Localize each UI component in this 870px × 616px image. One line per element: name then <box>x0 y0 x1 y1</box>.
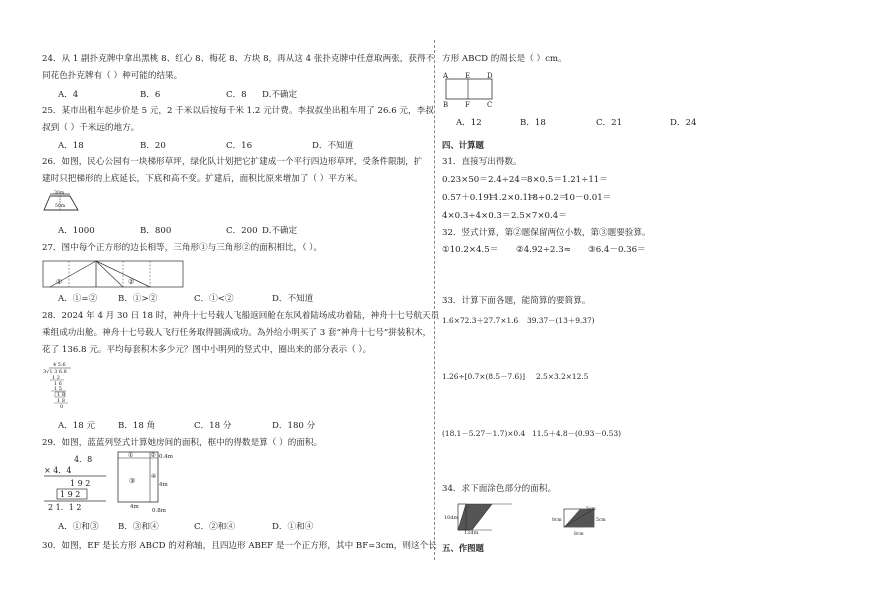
room-label-bottom-right: 0.8m <box>152 508 166 514</box>
division-step-1: 1 2 <box>52 375 60 381</box>
shaded-fig2-top-label: 5cm <box>586 507 596 512</box>
q29-option-b[interactable]: B．③和④ <box>118 522 159 532</box>
shaded-fig2-left-label: 8cm <box>552 518 562 523</box>
division-step-4: 1 8 <box>57 392 65 398</box>
section-4-heading: 四、计算题 <box>442 140 484 150</box>
rectangle-abcd-figure <box>442 70 498 112</box>
q25-option-c[interactable]: C．16 <box>226 141 253 151</box>
q28-option-d[interactable]: D．180 分 <box>272 421 316 431</box>
q26-option-d[interactable]: D.不确定 <box>262 226 298 236</box>
q30-option-a[interactable]: A．12 <box>456 118 482 128</box>
shaded-fig1-bottom-label: 12dm <box>464 530 479 536</box>
q31-r2c4: 10－0.01＝ <box>564 193 612 203</box>
room-label-top-right: 0.4m <box>159 454 173 460</box>
shaded-fig2-bottom-label: 8cm <box>574 532 584 537</box>
q24-option-a[interactable]: A．4 <box>58 90 79 100</box>
q29-option-c[interactable]: C．②和④ <box>194 522 235 532</box>
q24-option-d[interactable]: D.不确定 <box>262 90 298 100</box>
q30-option-b[interactable]: B．18 <box>520 118 546 128</box>
point-d-label: D <box>487 72 493 80</box>
q27-option-a[interactable]: A．①=② <box>58 294 98 304</box>
q24-option-b[interactable]: B．6 <box>140 90 161 100</box>
room-cell-2: ② <box>150 452 156 459</box>
q27-line1: 27．图中每个正方形的边长相等，三角形①与三角形②的面积相比，（ ）。 <box>42 243 323 253</box>
q33-r1c2: 39.37－(13＋9.37) <box>527 316 595 325</box>
q33-r2c1: 1.26÷[0.7×(8.5－7.6)] <box>442 372 526 381</box>
division-dividend: 3√1 3 6.8 <box>43 369 67 375</box>
q30-line1: 30．如图，EF 是长方形 ABCD 的对称轴，且四边形 ABEF 是一个正方形，其中 BF=3cm，则这个长 <box>42 541 437 551</box>
q31-r1c3: 8×0.5＝ <box>527 175 562 185</box>
q24-line2: 同花色扑克牌有（ ）种可能的结果。 <box>42 71 183 81</box>
q25-line2: 叔到（ ）千米远的地方。 <box>42 123 140 133</box>
q26-line1: 26．如图，民心公园有一块梯形草坪，绿化队计划把它扩建成一个平行四边形草坪，受条件限制，扩 <box>42 157 423 167</box>
shaded-fig1-side-label: 10dm <box>444 515 459 521</box>
q27-option-b[interactable]: B．①>② <box>118 294 158 304</box>
q33-r1c1: 1.6×72.3＋27.7×1.6 <box>442 316 519 325</box>
mult-partial-2: 1 9 2 <box>60 490 81 499</box>
q30-line2: 方形 ABCD 的周长是（ ）cm。 <box>442 54 567 64</box>
point-b-label: B <box>443 101 449 109</box>
q31-r1c2: 2.4÷24＝ <box>488 175 529 185</box>
q31-r3c1: 4×0.3÷4×0.3＝ <box>442 211 511 221</box>
q30-option-d[interactable]: D．24 <box>670 118 697 128</box>
q29-option-a[interactable]: A．①和③ <box>58 522 99 532</box>
q26-option-c[interactable]: C．200 <box>226 226 258 236</box>
shaded-figure-1 <box>444 500 516 534</box>
q27-option-c[interactable]: C．①<② <box>194 294 234 304</box>
q26-option-b[interactable]: B．800 <box>140 226 172 236</box>
mult-factor: × 4．4 <box>44 466 72 475</box>
division-step-2: 1 6 <box>54 381 62 387</box>
room-label-bottom: 4m <box>130 504 139 510</box>
q25-option-d[interactable]: D．不知道 <box>312 141 354 151</box>
q27-option-d[interactable]: D．不知道 <box>272 294 314 304</box>
q28-line1: 28．2024 年 4 月 30 日 18 时，神舟十七号载人飞船返回舱在东风着陆场成功着陆，神舟十七号航天员 <box>42 311 440 321</box>
q31-r3c2: 2.5×7×0.4＝ <box>511 211 567 221</box>
point-e-label: E <box>465 72 471 80</box>
q31-r2c1: 0.57＋0.19＝ <box>442 193 498 203</box>
room-cell-3: ③ <box>129 477 136 485</box>
trapezoid-figure <box>42 190 82 216</box>
q31-r1c1: 0.23×50＝ <box>442 175 488 185</box>
q28-option-a[interactable]: A．18 元 <box>58 421 96 431</box>
trapezoid-top-label: 30m <box>54 191 65 196</box>
q33-r2c2: 2.5×3.2×12.5 <box>536 372 589 381</box>
shaded-figure-2 <box>550 505 612 537</box>
shaded-fig2-right-label: 5cm <box>596 518 606 523</box>
mult-partial-1: 1 9 2 <box>70 479 91 488</box>
section-5-heading: 五、作图题 <box>442 543 484 553</box>
division-step-5: 1 8 <box>57 398 65 404</box>
room-cell-4: ④ <box>151 473 157 480</box>
q28-line3: 花了 136.8 元。平均每套积木多少元？图中小明列的竖式中，圈出来的部分表示（ ）。 <box>42 345 372 355</box>
q32-item-3: ③6.4－0.36＝ <box>588 245 646 255</box>
column-divider <box>434 40 435 560</box>
point-a-label: A <box>443 72 449 80</box>
division-step-3: 1 5 <box>54 386 62 392</box>
q26-line2: 建时只把梯形的上底延长，下底和高不变。扩建后，面积比原来增加了（ ）平方米。 <box>42 174 363 184</box>
point-c-label: C <box>487 101 493 109</box>
q33-r3c1: (18.1－5.27－1.7)×0.4 <box>442 429 526 438</box>
room-label-right: 4m <box>159 482 168 488</box>
q28-option-b[interactable]: B．18 角 <box>118 421 156 431</box>
room-cell-1: ① <box>128 452 134 459</box>
division-quotient: 4 5.6 <box>53 362 66 368</box>
q33-r3c2: 11.5＋4.8－(0.93－0.53) <box>532 429 622 438</box>
q25-option-a[interactable]: A．18 <box>58 141 84 151</box>
trapezoid-bottom-label: 50m <box>55 204 66 209</box>
triangle-2-label: ② <box>128 278 135 286</box>
q31-r2c3: 18÷0.2＝ <box>527 193 568 203</box>
q24-option-c[interactable]: C．8 <box>226 90 247 100</box>
long-division-figure <box>42 360 72 414</box>
q25-line1: 25．某市出租车起步价是 5 元，2 千米以后按每千米 1.2 元计费。李叔叔坐出租车用了 26.6 元，李叔 <box>42 106 434 116</box>
division-remainder: 0 <box>60 404 64 410</box>
mult-top: 4．8 <box>74 455 93 464</box>
q26-option-a[interactable]: A．1000 <box>58 226 95 236</box>
vertical-multiplication-figure <box>42 452 110 512</box>
q28-line2: 乘组成功出舱。神舟十七号载人飞行任务取得圆满成功。為外给小明买了 3 套“神舟十七号”拼装积木， <box>42 328 432 338</box>
q31-r2c2: 11.2×0.1＝ <box>488 193 537 203</box>
q28-option-c[interactable]: C．18 分 <box>194 421 232 431</box>
squares-triangles-figure <box>42 259 184 289</box>
q29-line1: 29．如图，蓝蓝列竖式计算她房间的面积，框中的得数是算（ ）的面积。 <box>42 438 323 448</box>
q24-line1: 24．从 1 副扑克牌中拿出黑桃 8、红心 8、梅花 8、方块 8，再从这 4 张扑克牌中任意取两张，获得不 <box>42 54 435 64</box>
mult-result: 2 1．1 2 <box>48 503 82 512</box>
q32-item-1: ①10.2×4.5＝ <box>442 245 499 255</box>
q32-item-2: ②4.92÷2.3≈ <box>516 245 571 255</box>
q32-title: 32．竖式计算，第②题保留两位小数，第③题要验算。 <box>442 228 651 238</box>
q25-option-b[interactable]: B．20 <box>140 141 166 151</box>
triangle-1-label: ① <box>56 278 63 286</box>
q31-r1c4: 1.21÷11＝ <box>562 175 608 185</box>
q34-title: 34．求下面涂色部分的面积。 <box>442 484 557 494</box>
q30-option-c[interactable]: C．21 <box>596 118 623 128</box>
point-f-label: F <box>465 101 470 109</box>
room-area-figure <box>116 450 180 512</box>
q33-title: 33．计算下面各题，能简算的要简算。 <box>442 296 591 306</box>
q29-option-d[interactable]: D．①和④ <box>272 522 314 532</box>
q31-title: 31．直接写出得数。 <box>442 157 522 167</box>
